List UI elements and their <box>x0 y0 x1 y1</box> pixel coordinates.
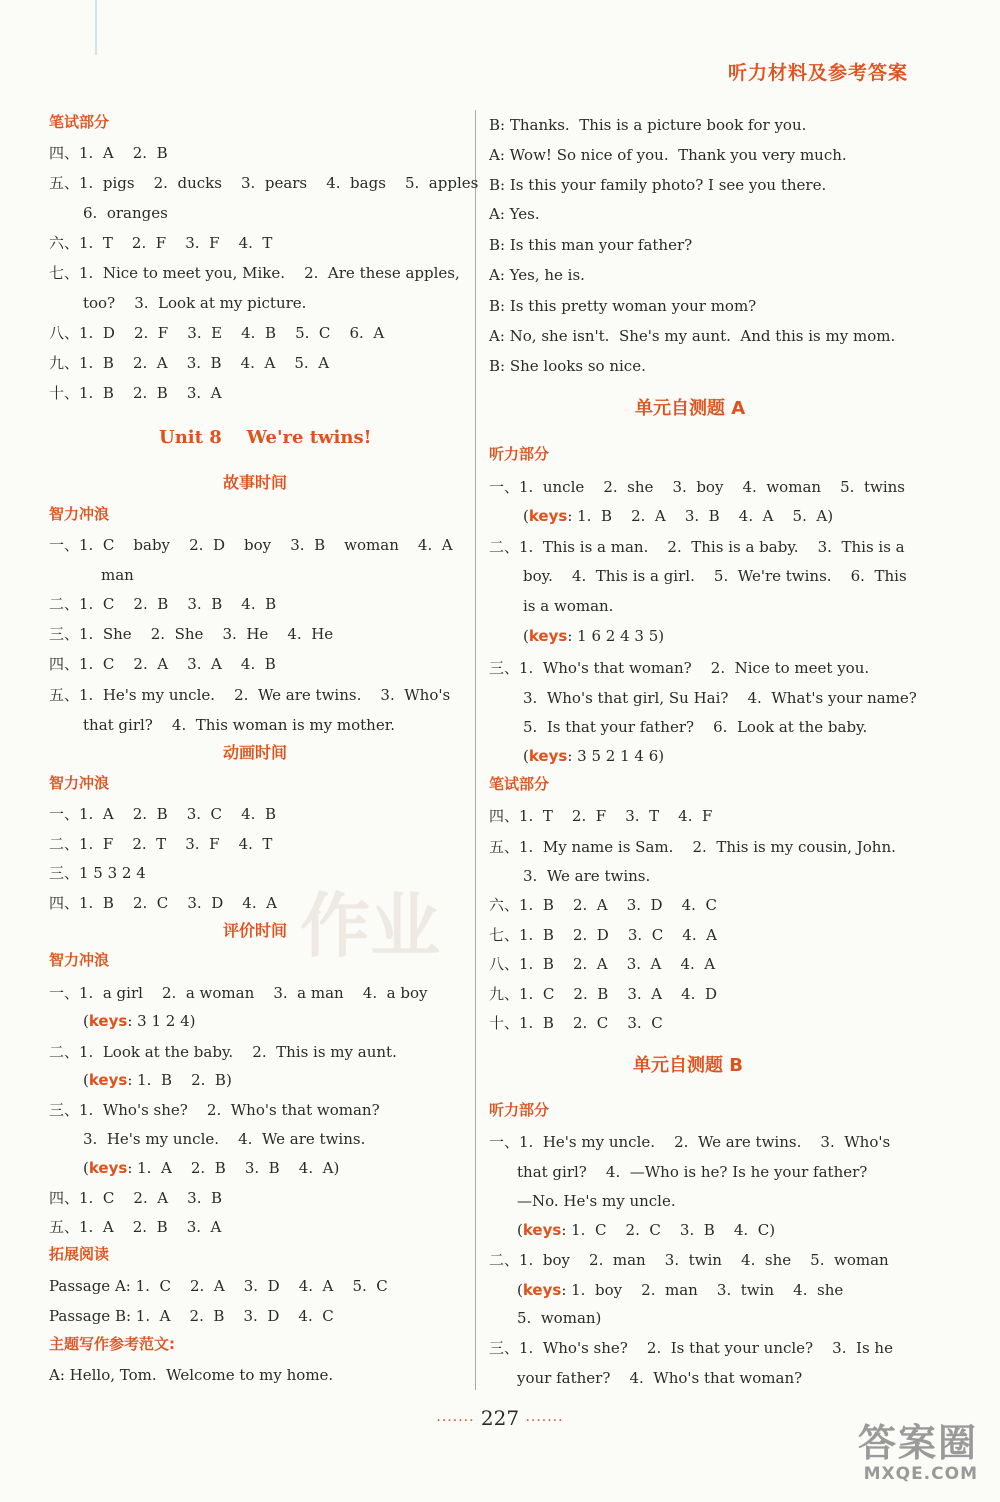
answer-line: 四、1. A 2. B <box>49 144 168 162</box>
keys-line: (keys: 1 6 2 4 3 5) <box>523 627 665 645</box>
answer-line: 四、1. C 2. A 3. B <box>49 1189 223 1207</box>
keys-label: keys <box>528 747 568 765</box>
keys-label: keys <box>88 1071 128 1089</box>
logo-mark: 答案圈 <box>857 1421 978 1465</box>
dialogue-line: A: Yes, he is. <box>489 266 585 284</box>
answer-line: Passage A: 1. C 2. A 3. D 4. A 5. C <box>49 1277 388 1295</box>
section-heading: 拓展阅读 <box>49 1245 110 1263</box>
answer-line: 五、1. He's my uncle. 2. We are twins. 3. Who's <box>49 686 451 704</box>
subsection-title: 故事时间 <box>223 473 288 492</box>
answer-line: 十、1. B 2. B 3. A <box>49 384 222 402</box>
answer-line: 六、1. B 2. A 3. D 4. C <box>489 896 717 914</box>
answer-line: 二、1. This is a man. 2. This is a baby. 3. This is a <box>489 538 905 556</box>
answer-line: 一、1. uncle 2. she 3. boy 4. woman 5. twins <box>489 478 905 496</box>
keys-values: : 1. B 2. B) <box>127 1071 232 1089</box>
answer-line: 二、1. F 2. T 3. F 4. T <box>49 835 273 853</box>
answer-line: 3. He's my uncle. 4. We are twins. <box>83 1130 366 1148</box>
dialogue-line: B: Is this pretty woman your mom? <box>489 297 757 315</box>
keys-values: : 1. C 2. C 3. B 4. C) <box>561 1221 776 1239</box>
dialogue-line: B: Is this your family photo? I see you there. <box>489 176 827 194</box>
answer-line: your father? 4. Who's that woman? <box>517 1369 803 1387</box>
answer-line: —No. He's my uncle. <box>517 1192 676 1210</box>
logo-url: MXQE.COM <box>863 1464 978 1484</box>
answer-line: 五、1. A 2. B 3. A <box>49 1218 222 1236</box>
page-dots-right: ······· <box>525 1413 564 1429</box>
answer-line: 5. woman) <box>517 1309 602 1327</box>
watermark: 作业 <box>300 885 440 967</box>
answer-line: too? 3. Look at my picture. <box>83 294 307 312</box>
top-margin-line <box>95 0 97 55</box>
column-divider <box>475 110 476 1390</box>
section-heading: 笔试部分 <box>489 775 550 793</box>
keys-values: : 3 1 2 4) <box>127 1012 196 1030</box>
answer-line: 四、1. B 2. C 3. D 4. A <box>49 894 277 912</box>
keys-label: keys <box>522 1221 562 1239</box>
page-header-title: 听力材料及参考答案 <box>727 62 908 84</box>
keys-line: (keys: 1. B 2. A 3. B 4. A 5. A) <box>523 507 834 525</box>
keys-values: : 1. A 2. B 3. B 4. A) <box>127 1159 340 1177</box>
answer-line: 三、1. She 2. She 3. He 4. He <box>49 625 334 643</box>
dialogue-line: B: She looks so nice. <box>489 357 646 375</box>
unit-title: Unit 8 We're twins! <box>159 427 372 448</box>
keys-line: (keys: 1. boy 2. man 3. twin 4. she <box>517 1281 844 1299</box>
answer-line: 一、1. He's my uncle. 2. We are twins. 3. Who's <box>489 1133 891 1151</box>
keys-values: : 1. boy 2. man 3. twin 4. she <box>561 1281 844 1299</box>
answer-line: 三、1. Who's that woman? 2. Nice to meet you. <box>489 659 870 677</box>
answer-line: boy. 4. This is a girl. 5. We're twins. 6. This <box>523 567 907 585</box>
answer-line: that girl? 4. —Who is he? Is he your father? <box>517 1163 868 1181</box>
answer-line: 十、1. B 2. C 3. C <box>489 1014 663 1032</box>
dialogue-line: A: Wow! So nice of you. Thank you very much. <box>489 146 847 164</box>
answer-line: 二、1. Look at the baby. 2. This is my aunt. <box>49 1043 397 1061</box>
keys-values: : 1 6 2 4 3 5) <box>567 627 665 645</box>
dialogue-line: B: Thanks. This is a picture book for you. <box>489 116 807 134</box>
subsection-title: 动画时间 <box>223 743 288 762</box>
answer-line: 八、1. B 2. A 3. A 4. A <box>489 955 716 973</box>
answer-line: 七、1. B 2. D 3. C 4. A <box>489 926 717 944</box>
keys-label: keys <box>522 1281 562 1299</box>
keys-label: keys <box>528 507 568 525</box>
dialogue-line: B: Is this man your father? <box>489 236 693 254</box>
answer-line: 一、1. A 2. B 3. C 4. B <box>49 805 276 823</box>
dialogue-line: A: No, she isn't. She's my aunt. And this is my mom. <box>489 327 896 345</box>
answer-line: 三、1. Who's she? 2. Is that your uncle? 3. Is he <box>489 1339 893 1357</box>
section-heading: 智力冲浪 <box>49 951 110 969</box>
answer-line: 七、1. Nice to meet you, Mike. 2. Are these apples, <box>49 264 460 282</box>
keys-values: : 3 5 2 1 4 6) <box>567 747 665 765</box>
keys-label: keys <box>88 1159 128 1177</box>
answer-line: 六、1. T 2. F 3. F 4. T <box>49 234 273 252</box>
test-title-b: 单元自测题 B <box>633 1055 743 1076</box>
answer-line: 3. Who's that girl, Su Hai? 4. What's your name? <box>523 689 917 707</box>
answer-line: A: Hello, Tom. Welcome to my home. <box>49 1366 334 1384</box>
section-heading: 主题写作参考范文: <box>49 1335 175 1353</box>
keys-line: (keys: 1. C 2. C 3. B 4. C) <box>517 1221 776 1239</box>
answer-line: 三、1. Who's she? 2. Who's that woman? <box>49 1101 380 1119</box>
answer-line: 5. Is that your father? 6. Look at the baby. <box>523 718 868 736</box>
answer-line: man <box>101 566 134 584</box>
answer-line: 九、1. B 2. A 3. B 4. A 5. A <box>49 354 330 372</box>
answer-line: 五、1. My name is Sam. 2. This is my cousin, John. <box>489 838 896 856</box>
keys-line: (keys: 1. A 2. B 3. B 4. A) <box>83 1159 340 1177</box>
section-heading: 听力部分 <box>489 1101 550 1119</box>
keys-line: (keys: 3 1 2 4) <box>83 1012 196 1030</box>
answer-line: 四、1. C 2. A 3. A 4. B <box>49 655 276 673</box>
keys-line: (keys: 3 5 2 1 4 6) <box>523 747 665 765</box>
site-logo <box>768 1422 978 1488</box>
keys-line: (keys: 1. B 2. B) <box>83 1071 232 1089</box>
keys-label: keys <box>528 627 568 645</box>
answer-line: 一、1. a girl 2. a woman 3. a man 4. a boy <box>49 984 428 1002</box>
answer-line: 3. We are twins. <box>523 867 651 885</box>
page-dots-left: ······· <box>436 1413 475 1429</box>
keys-values: : 1. B 2. A 3. B 4. A 5. A) <box>567 507 834 525</box>
answer-line: 一、1. C baby 2. D boy 3. B woman 4. A <box>49 536 453 554</box>
answer-line: 三、1 5 3 2 4 <box>49 864 146 882</box>
answer-line: 五、1. pigs 2. ducks 3. pears 4. bags 5. apples <box>49 174 479 192</box>
section-heading: 笔试部分 <box>49 113 110 131</box>
answer-line: is a woman. <box>523 597 614 615</box>
answer-line: 6. oranges <box>83 204 168 222</box>
test-title-a: 单元自测题 A <box>635 398 746 419</box>
subsection-title: 评价时间 <box>223 921 288 940</box>
answer-line: 九、1. C 2. B 3. A 4. D <box>489 985 717 1003</box>
answer-line: that girl? 4. This woman is my mother. <box>83 716 395 734</box>
section-heading: 听力部分 <box>489 445 550 463</box>
section-heading: 智力冲浪 <box>49 505 110 523</box>
page-number-value: 227 <box>480 1406 520 1430</box>
answer-line: 八、1. D 2. F 3. E 4. B 5. C 6. A <box>49 324 385 342</box>
dialogue-line: A: Yes. <box>489 205 540 223</box>
answer-line: 二、1. boy 2. man 3. twin 4. she 5. woman <box>489 1251 889 1269</box>
answer-line: 二、1. C 2. B 3. B 4. B <box>49 595 277 613</box>
answer-line: Passage B: 1. A 2. B 3. D 4. C <box>49 1307 334 1325</box>
answer-line: 四、1. T 2. F 3. T 4. F <box>489 807 713 825</box>
keys-label: keys <box>88 1012 128 1030</box>
section-heading: 智力冲浪 <box>49 774 110 792</box>
